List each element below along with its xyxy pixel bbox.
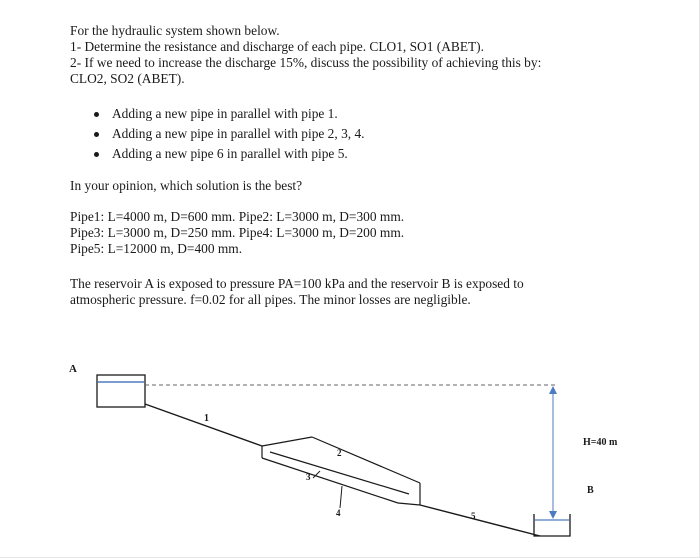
head-label: H=40 m xyxy=(583,437,618,448)
pipe-3 xyxy=(270,452,409,494)
arrow-up-icon xyxy=(549,386,557,394)
option-3: Adding a new pipe 6 in parallel with pipe 5. xyxy=(112,146,348,161)
arrow-down-icon xyxy=(549,511,557,519)
pipe-data-line-1: Pipe1: L=4000 m, D=600 mm. Pipe2: L=3000 m, D=300 mm. xyxy=(70,209,405,224)
pipe-2-entry xyxy=(262,437,312,446)
task-2-line-2: CLO2, SO2 (ABET). xyxy=(70,71,185,86)
pipe-4-leader xyxy=(340,486,342,508)
conditions-line-1: The reservoir A is exposed to pressure PA=100 kPa and the reservoir B is exposed to xyxy=(70,276,524,291)
reservoir-b xyxy=(534,514,570,536)
pipe-5 xyxy=(420,505,540,536)
pipe-data-line-3: Pipe5: L=12000 m, D=400 mm. xyxy=(70,241,243,256)
pipe-4-label: 4 xyxy=(336,508,341,518)
pipe-5-label: 5 xyxy=(471,511,476,521)
question-intro: For the hydraulic system shown below. xyxy=(70,23,280,38)
pipe-2 xyxy=(312,437,420,483)
task-1: 1- Determine the resistance and discharge of each pipe. CLO1, SO1 (ABET). xyxy=(70,39,484,54)
reservoir-a xyxy=(97,375,145,407)
reservoir-a-label: A xyxy=(69,363,77,375)
pipe-2-label: 2 xyxy=(337,448,342,458)
pipe-1 xyxy=(145,404,262,446)
opinion-question: In your opinion, which solution is the best? xyxy=(70,178,303,193)
pipe-3-label: 3 xyxy=(306,472,311,482)
option-2: Adding a new pipe in parallel with pipe 2, 3, 4. xyxy=(112,126,365,141)
pipe-data-line-2: Pipe3: L=3000 m, D=250 mm. Pipe4: L=3000 m, D=200 mm. xyxy=(70,225,405,240)
option-1: Adding a new pipe in parallel with pipe 1. xyxy=(112,106,338,121)
pipe-4-exit xyxy=(398,503,420,505)
pipe-1-label: 1 xyxy=(204,413,209,424)
reservoir-b-label: B xyxy=(587,485,594,496)
conditions-line-2: atmospheric pressure. f=0.02 for all pipes. The minor losses are negligible. xyxy=(70,292,471,307)
task-2-line-1: 2- If we need to increase the discharge 15%, discuss the possibility of achieving this by: xyxy=(70,55,542,70)
